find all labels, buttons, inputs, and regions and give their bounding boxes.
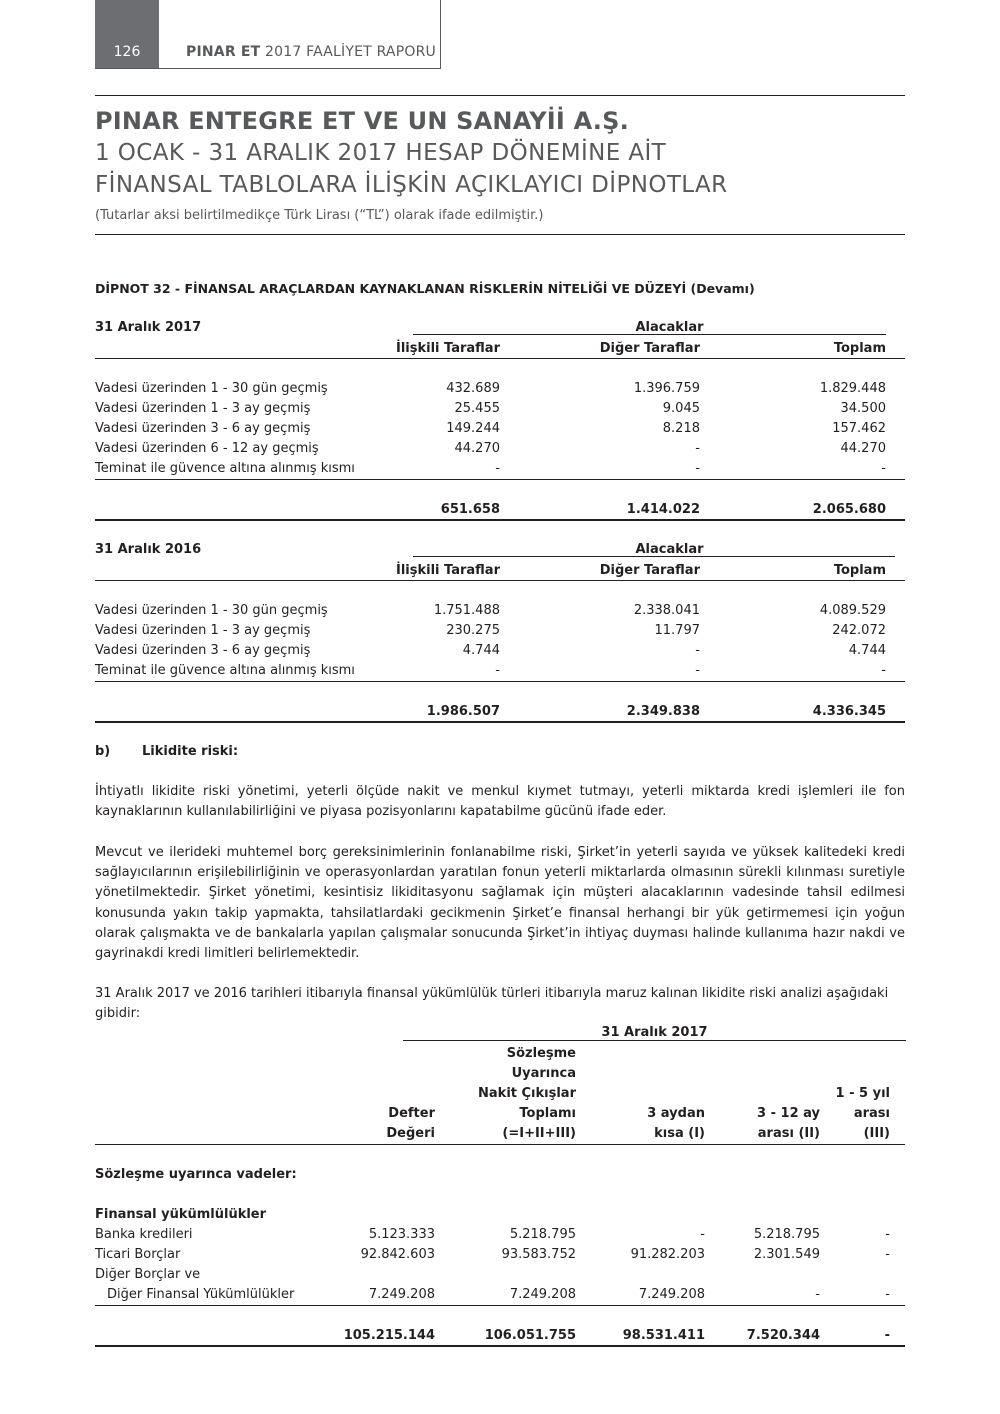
cell: 5.123.333	[368, 1227, 435, 1242]
column-header: (III)	[863, 1126, 890, 1141]
cell: 432.689	[446, 381, 500, 396]
divider	[95, 234, 905, 235]
total-cell: 2.065.680	[812, 502, 886, 517]
section-title: DİPNOT 32 - FİNANSAL ARAÇLARDAN KAYNAKLANAN RİSKLERİN NİTELİĞİ VE DÜZEYİ (Devamı)	[95, 281, 755, 296]
cell: 7.249.208	[368, 1287, 435, 1302]
column-header: İlişkili Taraflar	[396, 563, 500, 578]
paragraph: 31 Aralık 2017 ve 2016 tarihleri itibarıyla finansal yükümlülük türleri itibarıyla maruz kalınan likidite riski analizi aşağıdaki gibidir:	[95, 986, 889, 1022]
total-cell: 98.531.411	[622, 1328, 705, 1343]
cell: 4.089.529	[819, 603, 886, 618]
column-header: (=I+II+III)	[502, 1126, 576, 1141]
table-date: 31 Aralık 2017	[95, 320, 202, 335]
cell: 157.462	[832, 421, 886, 436]
column-header: Diğer Taraflar	[599, 563, 700, 578]
cell: -	[695, 461, 700, 476]
header-rule	[95, 1144, 905, 1145]
cell: 242.072	[832, 623, 886, 638]
group-underline	[413, 556, 895, 557]
column-header: 1 - 5 yıl	[835, 1086, 890, 1101]
column-header: İlişkili Taraflar	[396, 341, 500, 356]
subsection-letter: b)	[95, 744, 111, 759]
cell: -	[695, 441, 700, 456]
total-cell: 1.986.507	[426, 704, 500, 719]
group-underline	[403, 1040, 906, 1041]
group-underline	[413, 334, 886, 335]
page-number-badge	[95, 0, 159, 68]
total-cell: 4.336.345	[812, 704, 886, 719]
period-title: 1 OCAK - 31 ARALIK 2017 HESAP DÖNEMİNE AİT	[95, 140, 667, 166]
row-label: Vadesi üzerinden 3 - 6 ay geçmiş	[95, 643, 311, 658]
cell: 93.583.752	[501, 1247, 576, 1262]
cell: 8.218	[662, 421, 700, 436]
group-header: Alacaklar	[635, 320, 704, 335]
subtotal-rule	[95, 1305, 905, 1306]
total-cell: 7.520.344	[746, 1328, 820, 1343]
total-cell: 651.658	[440, 502, 500, 517]
cell: 5.218.795	[509, 1227, 576, 1242]
total-cell: -	[884, 1328, 890, 1343]
table-date: 31 Aralık 2017	[601, 1025, 708, 1040]
subtotal-rule	[95, 479, 905, 480]
column-header: arası	[853, 1106, 890, 1121]
column-header: 3 - 12 ay	[757, 1106, 820, 1121]
table-date: 31 Aralık 2016	[95, 542, 202, 557]
cell: -	[815, 1287, 820, 1302]
row-label: Banka kredileri	[95, 1227, 193, 1242]
column-header: Toplam	[833, 563, 886, 578]
document-title: FİNANSAL TABLOLARA İLİŞKİN AÇIKLAYICI DİPNOTLAR	[95, 172, 728, 198]
cell: -	[495, 461, 500, 476]
column-header: Defter	[388, 1106, 435, 1121]
column-header: kısa (I)	[654, 1126, 705, 1141]
total-cell: 2.349.838	[626, 704, 700, 719]
total-rule	[95, 721, 905, 723]
subtotal-rule	[95, 681, 905, 682]
cell: -	[700, 1227, 705, 1242]
currency-note: (Tutarlar aksi belirtilmedikçe Türk Lirası (“TL”) olarak ifade edilmiştir.)	[95, 208, 544, 223]
column-header: Toplamı	[519, 1106, 576, 1121]
column-header: Diğer Taraflar	[599, 341, 700, 356]
paragraph: Mevcut ve ilerideki muhtemel borç gereksinimlerinin fonlanabilme riski, Şirket’in yeterli sayıda ve yüksek kalitedeki kredi sağlayıcılarının erişilebilirliğinin ve operasyonlardan yaratılan fonun yeterli miktarlarda olmasının sürekli kılınması suretiyle yönetilmektedir. Şirket yönetimi, kesintisiz likiditasyonu sağlamak için müşteri alacaklarının vadesinde tahsil edilmesi konusunda yakın takip yapmakta, tahsilatlardaki gecikmenin Şirket’e finansal herhangi bir yük getirmemesi için yoğun olarak çalışmakta ve de bankalarla yapılan çalışmalar sonucunda Şirket’in ihtiyaç duyması halinde kullanıma hazır nakdi ve gayrinakdi kredi limitleri belirlemektedir.	[95, 845, 905, 962]
column-header: Toplam	[833, 341, 886, 356]
column-header: Değeri	[386, 1126, 435, 1141]
report-title: 2017 FAALİYET RAPORU	[265, 44, 436, 60]
cell: -	[695, 643, 700, 658]
cell: -	[885, 1247, 890, 1262]
paragraph: İhtiyatlı likidite riski yönetimi, yeterli ölçüde nakit ve menkul kıymet tutmayı, yeterli miktarda kredi işlemleri ile fon kaynaklarının kullanılabilirliğini ve piyasa pozisyonlarını kapatabilme gücünü ifade eder.	[95, 784, 905, 820]
header-rule	[95, 580, 905, 581]
cell: 230.275	[446, 623, 500, 638]
cell: -	[885, 1227, 890, 1242]
row-label: Ticari Borçlar	[95, 1247, 181, 1262]
cell: 91.282.203	[630, 1247, 705, 1262]
cell: 9.045	[662, 401, 700, 416]
row-label: Vadesi üzerinden 1 - 3 ay geçmiş	[95, 401, 311, 416]
cell: 4.744	[848, 643, 886, 658]
row-label: Vadesi üzerinden 1 - 30 gün geçmiş	[95, 381, 328, 396]
cell: -	[881, 663, 886, 678]
row-label: Vadesi üzerinden 1 - 3 ay geçmiş	[95, 623, 311, 638]
total-rule	[95, 1345, 905, 1347]
row-label: Vadesi üzerinden 1 - 30 gün geçmiş	[95, 603, 328, 618]
cell: 7.249.208	[509, 1287, 576, 1302]
total-cell: 1.414.022	[626, 502, 700, 517]
cell: -	[495, 663, 500, 678]
divider	[95, 95, 905, 96]
section-label: Sözleşme uyarınca vadeler:	[95, 1167, 297, 1182]
cell: 2.301.549	[753, 1247, 820, 1262]
cell: 1.829.448	[819, 381, 886, 396]
total-cell: 105.215.144	[343, 1328, 435, 1343]
cell: 25.455	[454, 401, 500, 416]
brand-name: PINAR ET	[186, 44, 261, 60]
column-header: arası (II)	[757, 1126, 820, 1141]
cell: 149.244	[446, 421, 500, 436]
cell: 7.249.208	[638, 1287, 705, 1302]
cell: 34.500	[840, 401, 886, 416]
cell: 44.270	[454, 441, 500, 456]
row-label: Teminat ile güvence altına alınmış kısmı	[95, 663, 355, 678]
column-header: Uyarınca	[511, 1066, 576, 1081]
subsection-heading: Likidite riski:	[142, 744, 239, 759]
total-rule	[95, 519, 905, 521]
column-header: 3 aydan	[647, 1106, 705, 1121]
row-label: Diğer Finansal Yükümlülükler	[107, 1287, 295, 1302]
cell: -	[881, 461, 886, 476]
group-header: Alacaklar	[635, 542, 704, 557]
cell: -	[885, 1287, 890, 1302]
column-header: Nakit Çıkışlar	[478, 1086, 576, 1101]
row-label: Vadesi üzerinden 3 - 6 ay geçmiş	[95, 421, 311, 436]
row-label: Vadesi üzerinden 6 - 12 ay geçmiş	[95, 441, 319, 456]
row-label: Teminat ile güvence altına alınmış kısmı	[95, 461, 355, 476]
cell: 2.338.041	[633, 603, 700, 618]
row-label: Diğer Borçlar ve	[95, 1267, 201, 1282]
cell: 44.270	[840, 441, 886, 456]
cell: 1.751.488	[433, 603, 500, 618]
report-header	[186, 44, 436, 60]
total-cell: 106.051.755	[484, 1328, 576, 1343]
column-header: Sözleşme	[506, 1046, 576, 1061]
page-number: 126	[113, 44, 141, 60]
cell: 5.218.795	[753, 1227, 820, 1242]
cell: 1.396.759	[633, 381, 700, 396]
section-label: Finansal yükümlülükler	[95, 1207, 267, 1222]
cell: 92.842.603	[360, 1247, 435, 1262]
company-name: PINAR ENTEGRE ET VE UN SANAYİİ A.Ş.	[95, 107, 629, 135]
header-rule	[95, 358, 905, 359]
cell: 11.797	[654, 623, 700, 638]
cell: 4.744	[462, 643, 500, 658]
cell: -	[695, 663, 700, 678]
